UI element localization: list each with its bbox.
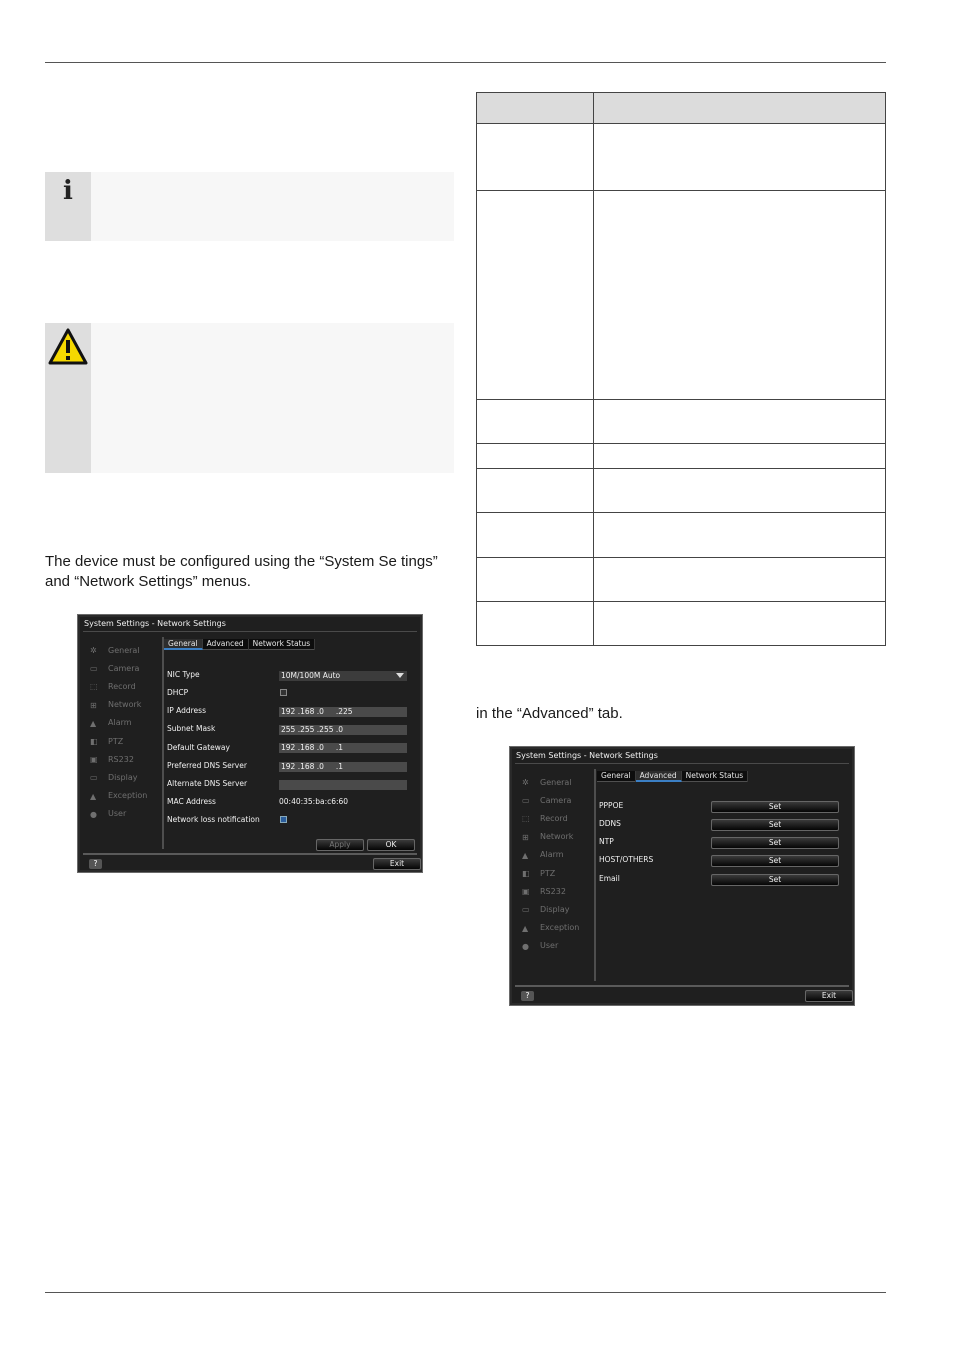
- sidebar-item-general[interactable]: ✲ General: [90, 645, 140, 656]
- ok-button[interactable]: OK: [367, 839, 415, 851]
- dhcp-checkbox[interactable]: [280, 689, 287, 696]
- network-loss-checkbox[interactable]: [280, 816, 287, 823]
- tab-advanced[interactable]: Advanced: [203, 639, 249, 650]
- window-title: System Settings - Network Settings: [84, 619, 226, 628]
- sidebar-item-exception[interactable]: ▲ Exception: [90, 791, 148, 801]
- sidebar-item-network[interactable]: ⊞ Network: [90, 700, 142, 710]
- footer-rule: [45, 1292, 886, 1293]
- sidebar-item-rs232[interactable]: ▣ RS232: [522, 886, 566, 897]
- ddns-set-button[interactable]: Set: [711, 819, 839, 831]
- tab-general[interactable]: General: [164, 639, 203, 650]
- email-label: Email: [599, 874, 620, 883]
- network-icon: ⊞: [522, 832, 529, 842]
- alternate-dns-label: Alternate DNS Server: [167, 779, 248, 788]
- info-notice: [45, 172, 454, 241]
- exit-button[interactable]: Exit: [373, 858, 421, 870]
- help-button[interactable]: ?: [521, 991, 534, 1001]
- bell-icon: ▲: [90, 718, 97, 728]
- user-icon: ●: [522, 941, 529, 951]
- serial-port-icon: ▣: [90, 755, 98, 765]
- sidebar-item-user[interactable]: ● User: [90, 809, 127, 819]
- subnet-mask-field[interactable]: 255 .255 .255 .0: [279, 725, 407, 735]
- monitor-icon: ▭: [90, 773, 98, 783]
- dvr-screen-advanced: [509, 746, 855, 1006]
- sidebar-item-display[interactable]: ▭ Display: [522, 904, 570, 915]
- sidebar-item-exception[interactable]: ▲ Exception: [522, 923, 580, 933]
- table-row: [477, 558, 886, 602]
- sidebar-item-alarm[interactable]: ▲ Alarm: [522, 850, 564, 860]
- tab-network-status[interactable]: Network Status: [249, 639, 316, 650]
- sidebar-item-network[interactable]: ⊞ Network: [522, 832, 574, 842]
- exception-icon: ▲: [90, 791, 97, 801]
- exit-button[interactable]: Exit: [805, 990, 853, 1002]
- preferred-dns-field[interactable]: 192 .168 .0 .1: [279, 762, 407, 772]
- chevron-down-icon: [396, 673, 404, 678]
- table-row: [477, 602, 886, 646]
- warning-notice: [45, 323, 454, 473]
- network-loss-label: Network loss notification: [167, 815, 260, 824]
- ip-address-label: IP Address: [167, 706, 206, 715]
- sidebar: [86, 641, 162, 823]
- pppoe-label: PPPOE: [599, 801, 624, 810]
- record-icon: ⬚: [522, 814, 530, 824]
- warning-icon: [47, 327, 89, 367]
- email-set-button[interactable]: Set: [711, 874, 839, 886]
- help-button[interactable]: ?: [89, 859, 102, 869]
- table-header-cell: [594, 93, 886, 124]
- sidebar-item-rs232[interactable]: ▣ RS232: [90, 754, 134, 765]
- tab-bar: [597, 771, 748, 782]
- serial-port-icon: ▣: [522, 887, 530, 897]
- header-rule: [45, 62, 886, 63]
- ntp-label: NTP: [599, 837, 614, 846]
- body-paragraph: The device must be configured using the “System Se tings” and “Network Settings” menus.: [45, 553, 438, 590]
- sidebar-item-user[interactable]: ● User: [522, 941, 559, 951]
- dvr-screen-general: [77, 614, 423, 873]
- ntp-set-button[interactable]: Set: [711, 837, 839, 849]
- sidebar-item-general[interactable]: ✲ General: [522, 777, 572, 788]
- table-header-cell: [477, 93, 594, 124]
- camera-icon: ▭: [90, 664, 98, 674]
- sidebar-item-ptz[interactable]: ◧ PTZ: [90, 736, 124, 747]
- subnet-mask-label: Subnet Mask: [167, 724, 216, 733]
- sidebar-item-alarm[interactable]: ▲ Alarm: [90, 718, 132, 728]
- gear-icon: ✲: [90, 646, 97, 656]
- ip-address-field[interactable]: 192 .168 .0 .225: [279, 707, 407, 717]
- sidebar-item-display[interactable]: ▭ Display: [90, 772, 138, 783]
- bell-icon: ▲: [522, 850, 529, 860]
- apply-button[interactable]: Apply: [316, 839, 364, 851]
- host-others-label: HOST/OTHERS: [599, 855, 654, 864]
- table-row: [477, 444, 886, 469]
- exception-icon: ▲: [522, 923, 529, 933]
- alternate-dns-field[interactable]: [279, 780, 407, 790]
- table-row: [477, 513, 886, 558]
- default-gateway-field[interactable]: 192 .168 .0 .1: [279, 743, 407, 753]
- info-icon: i: [63, 176, 73, 206]
- host-others-set-button[interactable]: Set: [711, 855, 839, 867]
- sidebar-item-ptz[interactable]: ◧ PTZ: [522, 868, 556, 879]
- sidebar-item-record[interactable]: ⬚ Record: [90, 681, 136, 692]
- pppoe-set-button[interactable]: Set: [711, 801, 839, 813]
- parameter-table: [476, 92, 886, 646]
- table-row: [477, 469, 886, 513]
- default-gateway-label: Default Gateway: [167, 743, 230, 752]
- tab-general[interactable]: General: [597, 771, 636, 782]
- ddns-label: DDNS: [599, 819, 621, 828]
- camera-icon: ▭: [522, 796, 530, 806]
- record-icon: ⬚: [90, 682, 98, 692]
- window-title: System Settings - Network Settings: [516, 751, 658, 760]
- mac-address-value: 00:40:35:ba:c6:60: [279, 797, 349, 806]
- table-row: [477, 400, 886, 444]
- sidebar-item-camera[interactable]: ▭ Camera: [522, 795, 572, 806]
- sidebar-item-record[interactable]: ⬚ Record: [522, 813, 568, 824]
- ptz-icon: ◧: [522, 869, 530, 879]
- monitor-icon: ▭: [522, 905, 530, 915]
- sidebar: [518, 773, 594, 955]
- user-icon: ●: [90, 809, 97, 819]
- network-icon: ⊞: [90, 700, 97, 710]
- tab-bar: [164, 639, 315, 650]
- tab-advanced[interactable]: Advanced: [636, 771, 682, 782]
- tab-network-status[interactable]: Network Status: [682, 771, 749, 782]
- sidebar-item-camera[interactable]: ▭ Camera: [90, 663, 140, 674]
- nic-type-label: NIC Type: [167, 670, 200, 679]
- table-row: [477, 191, 886, 400]
- nic-type-select[interactable]: 10M/100M Auto: [279, 671, 407, 681]
- gear-icon: ✲: [522, 778, 529, 788]
- dhcp-label: DHCP: [167, 688, 189, 697]
- mac-address-label: MAC Address: [167, 797, 216, 806]
- preferred-dns-label: Preferred DNS Server: [167, 761, 247, 770]
- table-row: [477, 124, 886, 191]
- ptz-icon: ◧: [90, 737, 98, 747]
- body-paragraph-advanced: in the “Advanced” tab.: [476, 705, 623, 722]
